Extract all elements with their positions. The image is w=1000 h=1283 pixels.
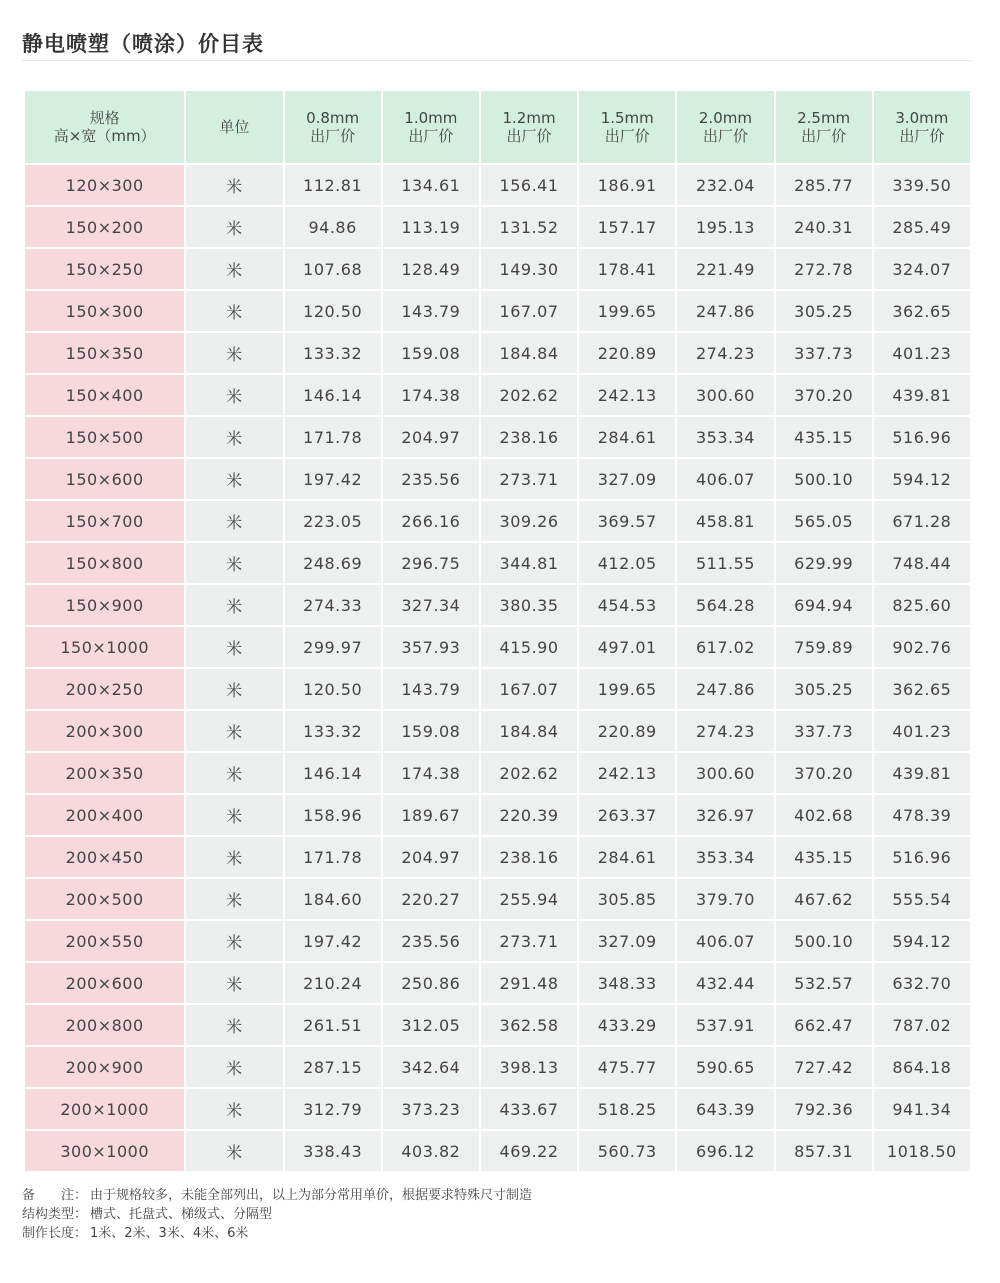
price-cell: 435.15	[776, 417, 872, 457]
price-cell: 402.68	[776, 795, 872, 835]
table-row	[25, 1005, 970, 1045]
price-cell: 159.08	[383, 711, 479, 751]
table-row	[25, 795, 970, 835]
price-cell: 94.86	[285, 207, 381, 247]
price-cell: 291.48	[481, 963, 577, 1003]
price-cell: 406.07	[677, 459, 773, 499]
price-cell: 516.96	[874, 417, 970, 457]
title-divider	[22, 60, 972, 61]
unit-cell: 米	[186, 1131, 282, 1171]
price-cell: 370.20	[776, 753, 872, 793]
unit-cell: 米	[186, 795, 282, 835]
price-cell: 199.65	[579, 669, 675, 709]
price-cell: 186.91	[579, 165, 675, 205]
spec-cell: 150×350	[25, 333, 184, 373]
spec-cell: 200×900	[25, 1047, 184, 1087]
table-row	[25, 375, 970, 415]
table-row	[25, 417, 970, 457]
price-cell: 369.57	[579, 501, 675, 541]
price-cell: 167.07	[481, 291, 577, 331]
price-cell: 312.05	[383, 1005, 479, 1045]
price-cell: 432.44	[677, 963, 773, 1003]
price-cell: 309.26	[481, 501, 577, 541]
price-cell: 643.39	[677, 1089, 773, 1129]
price-cell: 134.61	[383, 165, 479, 205]
price-table	[23, 89, 972, 1173]
spec-cell: 200×350	[25, 753, 184, 793]
price-cell: 458.81	[677, 501, 773, 541]
unit-cell: 米	[186, 963, 282, 1003]
spec-cell: 150×400	[25, 375, 184, 415]
price-cell: 204.97	[383, 417, 479, 457]
price-cell: 353.34	[677, 837, 773, 877]
table-row	[25, 879, 970, 919]
price-cell: 285.49	[874, 207, 970, 247]
price-cell: 174.38	[383, 375, 479, 415]
price-cell: 299.97	[285, 627, 381, 667]
unit-cell: 米	[186, 837, 282, 877]
price-cell: 272.78	[776, 249, 872, 289]
unit-cell: 米	[186, 165, 282, 205]
price-cell: 348.33	[579, 963, 675, 1003]
header-thickness-label: 出厂价	[899, 127, 945, 145]
price-cell: 202.62	[481, 753, 577, 793]
spec-cell: 150×700	[25, 501, 184, 541]
price-cell: 204.97	[383, 837, 479, 877]
spec-cell: 150×1000	[25, 627, 184, 667]
header-spec	[25, 91, 184, 163]
price-cell: 324.07	[874, 249, 970, 289]
price-cell: 403.82	[383, 1131, 479, 1171]
price-cell: 555.54	[874, 879, 970, 919]
price-cell: 312.79	[285, 1089, 381, 1129]
unit-cell: 米	[186, 501, 282, 541]
table-row	[25, 963, 970, 1003]
price-cell: 362.65	[874, 291, 970, 331]
header-thickness-size: 3.0mm	[895, 109, 949, 127]
price-cell: 189.67	[383, 795, 479, 835]
price-cell: 274.23	[677, 333, 773, 373]
price-cell: 694.94	[776, 585, 872, 625]
table-row	[25, 249, 970, 289]
price-cell: 184.60	[285, 879, 381, 919]
header-thickness-label: 出厂价	[506, 127, 552, 145]
note-row	[22, 1205, 532, 1224]
price-cell: 120.50	[285, 291, 381, 331]
price-cell: 156.41	[481, 165, 577, 205]
unit-cell: 米	[186, 543, 282, 583]
header-thickness-label: 出厂价	[604, 127, 650, 145]
price-cell: 415.90	[481, 627, 577, 667]
unit-cell: 米	[186, 753, 282, 793]
price-cell: 232.04	[677, 165, 773, 205]
table-row	[25, 627, 970, 667]
spec-cell: 150×600	[25, 459, 184, 499]
spec-cell: 150×900	[25, 585, 184, 625]
price-cell: 238.16	[481, 417, 577, 457]
note-label: 备 注：	[22, 1188, 88, 1203]
price-cell: 511.55	[677, 543, 773, 583]
table-row	[25, 165, 970, 205]
unit-cell: 米	[186, 669, 282, 709]
price-cell: 537.91	[677, 1005, 773, 1045]
unit-cell: 米	[186, 375, 282, 415]
price-cell: 197.42	[285, 459, 381, 499]
price-cell: 112.81	[285, 165, 381, 205]
price-cell: 184.84	[481, 333, 577, 373]
price-cell: 171.78	[285, 837, 381, 877]
table-row	[25, 669, 970, 709]
price-cell: 113.19	[383, 207, 479, 247]
price-cell: 242.13	[579, 753, 675, 793]
price-cell: 433.29	[579, 1005, 675, 1045]
price-cell: 696.12	[677, 1131, 773, 1171]
note-label: 制作长度：	[22, 1226, 88, 1241]
table-row	[25, 1047, 970, 1087]
price-cell: 617.02	[677, 627, 773, 667]
price-cell: 300.60	[677, 753, 773, 793]
price-cell: 235.56	[383, 921, 479, 961]
price-cell: 202.62	[481, 375, 577, 415]
price-cell: 220.89	[579, 333, 675, 373]
header-thickness-size: 1.2mm	[502, 109, 556, 127]
spec-cell: 150×500	[25, 417, 184, 457]
price-cell: 266.16	[383, 501, 479, 541]
price-cell: 327.09	[579, 459, 675, 499]
price-cell: 305.25	[776, 669, 872, 709]
unit-cell: 米	[186, 207, 282, 247]
header-thickness-6	[874, 91, 970, 163]
price-cell: 662.47	[776, 1005, 872, 1045]
price-cell: 250.86	[383, 963, 479, 1003]
price-cell: 274.23	[677, 711, 773, 751]
table-row	[25, 501, 970, 541]
price-cell: 284.61	[579, 417, 675, 457]
price-cell: 344.81	[481, 543, 577, 583]
header-thickness-label: 出厂价	[801, 127, 847, 145]
price-cell: 825.60	[874, 585, 970, 625]
price-cell: 195.13	[677, 207, 773, 247]
price-cell: 632.70	[874, 963, 970, 1003]
table-row	[25, 291, 970, 331]
price-cell: 339.50	[874, 165, 970, 205]
price-cell: 287.15	[285, 1047, 381, 1087]
price-cell: 107.68	[285, 249, 381, 289]
note-row	[22, 1224, 532, 1243]
unit-cell: 米	[186, 333, 282, 373]
note-text: 槽式、托盘式、梯级式、分隔型	[90, 1207, 273, 1222]
price-cell: 902.76	[874, 627, 970, 667]
note-text: 由于规格较多，未能全部列出，以上为部分常用单价，根据要求特殊尺寸制造	[90, 1188, 533, 1203]
unit-cell: 米	[186, 417, 282, 457]
price-cell: 248.69	[285, 543, 381, 583]
price-cell: 143.79	[383, 669, 479, 709]
price-cell: 467.62	[776, 879, 872, 919]
price-cell: 518.25	[579, 1089, 675, 1129]
header-spec-line1: 规格	[89, 109, 120, 127]
header-thickness-size: 1.5mm	[600, 109, 654, 127]
price-cell: 238.16	[481, 837, 577, 877]
header-thickness-size: 1.0mm	[404, 109, 458, 127]
price-cell: 342.64	[383, 1047, 479, 1087]
price-cell: 146.14	[285, 375, 381, 415]
price-cell: 671.28	[874, 501, 970, 541]
price-cell: 120.50	[285, 669, 381, 709]
note-row	[22, 1186, 532, 1205]
table-row	[25, 207, 970, 247]
header-thickness-3	[579, 91, 675, 163]
price-cell: 564.28	[677, 585, 773, 625]
price-cell: 500.10	[776, 459, 872, 499]
spec-cell: 200×600	[25, 963, 184, 1003]
price-cell: 305.85	[579, 879, 675, 919]
price-cell: 380.35	[481, 585, 577, 625]
header-unit: 单位	[186, 91, 282, 163]
price-cell: 174.38	[383, 753, 479, 793]
table-row	[25, 921, 970, 961]
header-thickness-label: 出厂价	[702, 127, 748, 145]
spec-cell: 200×400	[25, 795, 184, 835]
table-row	[25, 459, 970, 499]
table-header-row	[25, 91, 970, 163]
price-cell: 220.27	[383, 879, 479, 919]
table-row	[25, 543, 970, 583]
spec-cell: 200×300	[25, 711, 184, 751]
price-cell: 379.70	[677, 879, 773, 919]
price-cell: 398.13	[481, 1047, 577, 1087]
header-thickness-1	[383, 91, 479, 163]
price-cell: 171.78	[285, 417, 381, 457]
price-cell: 864.18	[874, 1047, 970, 1087]
price-cell: 435.15	[776, 837, 872, 877]
price-cell: 327.34	[383, 585, 479, 625]
price-cell: 337.73	[776, 333, 872, 373]
price-cell: 273.71	[481, 921, 577, 961]
table-row	[25, 753, 970, 793]
table-row	[25, 711, 970, 751]
price-cell: 326.97	[677, 795, 773, 835]
price-cell: 197.42	[285, 921, 381, 961]
price-cell: 274.33	[285, 585, 381, 625]
header-thickness-5	[776, 91, 872, 163]
note-text: 1米、2米、3米、4米、6米	[90, 1226, 249, 1241]
price-cell: 478.39	[874, 795, 970, 835]
price-cell: 357.93	[383, 627, 479, 667]
price-cell: 727.42	[776, 1047, 872, 1087]
price-cell: 475.77	[579, 1047, 675, 1087]
unit-cell: 米	[186, 1005, 282, 1045]
price-cell: 590.65	[677, 1047, 773, 1087]
price-cell: 184.84	[481, 711, 577, 751]
header-thickness-label: 出厂价	[310, 127, 356, 145]
spec-cell: 120×300	[25, 165, 184, 205]
price-cell: 300.60	[677, 375, 773, 415]
price-cell: 565.05	[776, 501, 872, 541]
price-cell: 406.07	[677, 921, 773, 961]
price-cell: 373.23	[383, 1089, 479, 1129]
price-cell: 532.57	[776, 963, 872, 1003]
price-cell: 439.81	[874, 753, 970, 793]
table-row	[25, 837, 970, 877]
price-cell: 199.65	[579, 291, 675, 331]
price-cell: 178.41	[579, 249, 675, 289]
price-cell: 401.23	[874, 333, 970, 373]
spec-cell: 200×800	[25, 1005, 184, 1045]
unit-cell: 米	[186, 459, 282, 499]
price-cell: 337.73	[776, 711, 872, 751]
header-thickness-size: 0.8mm	[306, 109, 360, 127]
note-label: 结构类型：	[22, 1207, 88, 1222]
price-cell: 792.36	[776, 1089, 872, 1129]
price-cell: 338.43	[285, 1131, 381, 1171]
table-row	[25, 1131, 970, 1171]
price-cell: 469.22	[481, 1131, 577, 1171]
price-cell: 131.52	[481, 207, 577, 247]
unit-cell: 米	[186, 585, 282, 625]
price-cell: 305.25	[776, 291, 872, 331]
price-cell: 247.86	[677, 669, 773, 709]
header-thickness-0	[285, 91, 381, 163]
price-cell: 353.34	[677, 417, 773, 457]
price-cell: 263.37	[579, 795, 675, 835]
price-cell: 284.61	[579, 837, 675, 877]
price-cell: 759.89	[776, 627, 872, 667]
price-cell: 143.79	[383, 291, 479, 331]
spec-cell: 150×200	[25, 207, 184, 247]
page-title: 静电喷塑（喷涂）价目表	[22, 32, 264, 56]
header-spec-line2: 高×宽（mm）	[53, 127, 156, 145]
price-cell: 296.75	[383, 543, 479, 583]
price-cell: 941.34	[874, 1089, 970, 1129]
spec-cell: 150×250	[25, 249, 184, 289]
price-cell: 146.14	[285, 753, 381, 793]
price-cell: 242.13	[579, 375, 675, 415]
price-cell: 594.12	[874, 921, 970, 961]
price-cell: 1018.50	[874, 1131, 970, 1171]
price-cell: 629.99	[776, 543, 872, 583]
price-cell: 157.17	[579, 207, 675, 247]
price-cell: 223.05	[285, 501, 381, 541]
price-cell: 412.05	[579, 543, 675, 583]
price-cell: 220.89	[579, 711, 675, 751]
price-cell: 220.39	[481, 795, 577, 835]
price-cell: 285.77	[776, 165, 872, 205]
table-row	[25, 585, 970, 625]
price-cell: 221.49	[677, 249, 773, 289]
price-cell: 261.51	[285, 1005, 381, 1045]
header-thickness-size: 2.5mm	[797, 109, 851, 127]
unit-cell: 米	[186, 1047, 282, 1087]
price-cell: 327.09	[579, 921, 675, 961]
unit-cell: 米	[186, 249, 282, 289]
spec-cell: 150×300	[25, 291, 184, 331]
price-cell: 497.01	[579, 627, 675, 667]
price-cell: 149.30	[481, 249, 577, 289]
price-cell: 516.96	[874, 837, 970, 877]
unit-cell: 米	[186, 291, 282, 331]
price-cell: 362.58	[481, 1005, 577, 1045]
unit-cell: 米	[186, 879, 282, 919]
price-cell: 439.81	[874, 375, 970, 415]
price-cell: 128.49	[383, 249, 479, 289]
unit-cell: 米	[186, 921, 282, 961]
notes	[22, 1186, 532, 1243]
price-cell: 370.20	[776, 375, 872, 415]
price-cell: 857.31	[776, 1131, 872, 1171]
price-cell: 560.73	[579, 1131, 675, 1171]
price-cell: 240.31	[776, 207, 872, 247]
price-cell: 167.07	[481, 669, 577, 709]
price-cell: 158.96	[285, 795, 381, 835]
price-cell: 247.86	[677, 291, 773, 331]
unit-cell: 米	[186, 711, 282, 751]
unit-cell: 米	[186, 627, 282, 667]
price-cell: 133.32	[285, 333, 381, 373]
spec-cell: 150×800	[25, 543, 184, 583]
price-cell: 133.32	[285, 711, 381, 751]
header-thickness-label: 出厂价	[408, 127, 454, 145]
spec-cell: 200×1000	[25, 1089, 184, 1129]
price-cell: 594.12	[874, 459, 970, 499]
header-thickness-4	[677, 91, 773, 163]
price-cell: 255.94	[481, 879, 577, 919]
table-row	[25, 1089, 970, 1129]
price-cell: 787.02	[874, 1005, 970, 1045]
spec-cell: 300×1000	[25, 1131, 184, 1171]
price-cell: 235.56	[383, 459, 479, 499]
spec-cell: 200×550	[25, 921, 184, 961]
price-cell: 433.67	[481, 1089, 577, 1129]
spec-cell: 200×450	[25, 837, 184, 877]
table-body	[25, 165, 970, 1171]
price-cell: 159.08	[383, 333, 479, 373]
price-cell: 401.23	[874, 711, 970, 751]
header-thickness-2	[481, 91, 577, 163]
price-cell: 362.65	[874, 669, 970, 709]
spec-cell: 200×500	[25, 879, 184, 919]
price-cell: 748.44	[874, 543, 970, 583]
price-cell: 500.10	[776, 921, 872, 961]
spec-cell: 200×250	[25, 669, 184, 709]
price-cell: 273.71	[481, 459, 577, 499]
price-cell: 454.53	[579, 585, 675, 625]
unit-cell: 米	[186, 1089, 282, 1129]
table-row	[25, 333, 970, 373]
price-cell: 210.24	[285, 963, 381, 1003]
header-thickness-size: 2.0mm	[698, 109, 752, 127]
